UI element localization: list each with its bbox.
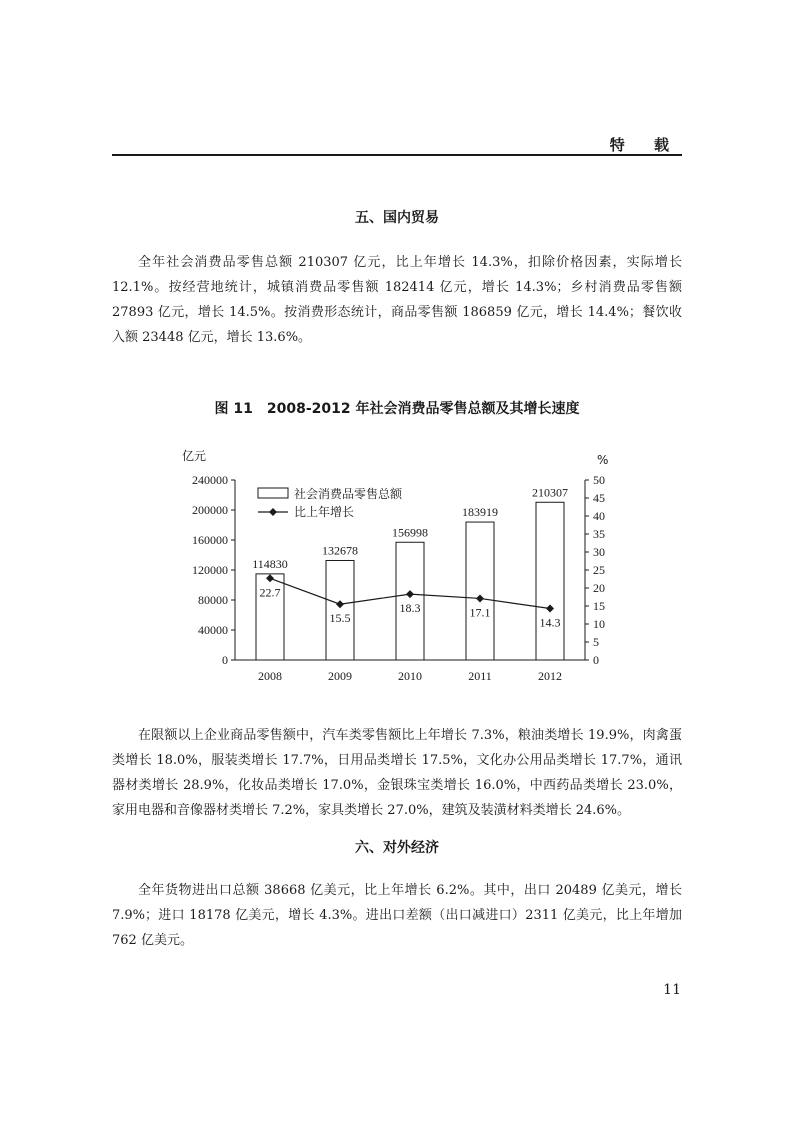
left-tick-label: 120000 [192, 563, 228, 577]
left-tick-label: 200000 [192, 503, 228, 517]
legend-line-marker [269, 508, 277, 516]
x-tick-label: 2011 [468, 669, 492, 683]
right-tick-label: 5 [593, 635, 599, 649]
header-rule [112, 154, 682, 156]
x-tick-label: 2008 [258, 669, 282, 683]
right-tick-label: 50 [593, 473, 605, 487]
right-tick-label: 0 [593, 653, 599, 667]
right-axis-unit: % [597, 453, 609, 467]
page-number: 11 [663, 982, 681, 998]
figure-title: 图 11 2008-2012 年社会消费品零售总额及其增长速度 [214, 401, 580, 417]
growth-value-label: 17.1 [469, 605, 491, 620]
left-tick-label: 40000 [198, 623, 228, 637]
bar-value-label: 156998 [392, 525, 428, 540]
paragraph-retail-categories: 在限额以上企业商品零售额中，汽车类零售额比上年增长 7.3%，粮油类增长 19.9%，肉禽蛋类增长 18.0%，服装类增长 17.7%，日用品类增长 17.5%，文化办公用品类增长 17.7%，通讯器材类增长 28.9%，化妆品类增长 17.0%，金银珠宝类增长 16.0%，中西药品类增长 23.0%，家用电器和音像器材类增长 7.2%，家具类增长 27.0%，建筑及装潢材料类增长 24.6%。 [112, 728, 682, 818]
growth-value-label: 15.5 [329, 611, 351, 626]
right-tick-label: 20 [593, 581, 605, 595]
x-tick-label: 2012 [538, 669, 562, 683]
growth-value-label: 18.3 [399, 601, 421, 616]
growth-value-label: 22.7 [259, 585, 281, 600]
bar-value-label: 210307 [532, 485, 568, 500]
right-tick-label: 30 [593, 545, 605, 559]
legend-bar-label: 社会消费品零售总额 [294, 487, 403, 501]
growth-value-label: 14.3 [539, 615, 561, 630]
legend-bar-swatch [258, 488, 288, 498]
paragraph-foreign-trade: 全年货物进出口总额 38668 亿美元，比上年增长 6.2%。其中，出口 20489 亿美元，增长 7.9%；进口 18178 亿美元，增长 4.3%。进出口差额（出口减进口）2311 亿美元，比上年增加 762 亿美元。 [112, 883, 682, 948]
paragraph-retail-sales: 全年社会消费品零售总额 210307 亿元，比上年增长 14.3%，扣除价格因素，实际增长 12.1%。按经营地统计，城镇消费品零售额 182414 亿元，增长 14.3%；乡村消费品零售额 27893 亿元，增长 14.5%。按消费形态统计，商品零售额 186859 亿元，增长 14.4%；餐饮收入额 23448 亿元，增长 13.6%。 [112, 255, 682, 345]
right-tick-label: 45 [593, 491, 605, 505]
x-tick-label: 2010 [398, 669, 422, 683]
left-tick-label: 160000 [192, 533, 228, 547]
section-title-foreign-economy: 六、对外经济 [355, 840, 439, 856]
right-tick-label: 15 [593, 599, 605, 613]
bar [536, 502, 564, 660]
chart-svg [170, 440, 640, 695]
retail-sales-chart [170, 440, 640, 695]
right-tick-label: 35 [593, 527, 605, 541]
header-label: 特 载 [609, 136, 681, 154]
bar-value-label: 114830 [252, 556, 288, 571]
left-tick-label: 0 [222, 653, 228, 667]
right-tick-label: 40 [593, 509, 605, 523]
right-tick-label: 25 [593, 563, 605, 577]
left-tick-label: 240000 [192, 473, 228, 487]
bar-value-label: 132678 [322, 543, 358, 558]
left-axis-unit: 亿元 [182, 449, 207, 463]
left-tick-label: 80000 [198, 593, 228, 607]
bar-value-label: 183919 [462, 505, 498, 520]
legend-line-label: 比上年增长 [294, 505, 355, 519]
x-tick-label: 2009 [328, 669, 352, 683]
section-title-domestic-trade: 五、国内贸易 [355, 210, 439, 226]
bar [466, 522, 494, 660]
right-tick-label: 10 [593, 617, 605, 631]
